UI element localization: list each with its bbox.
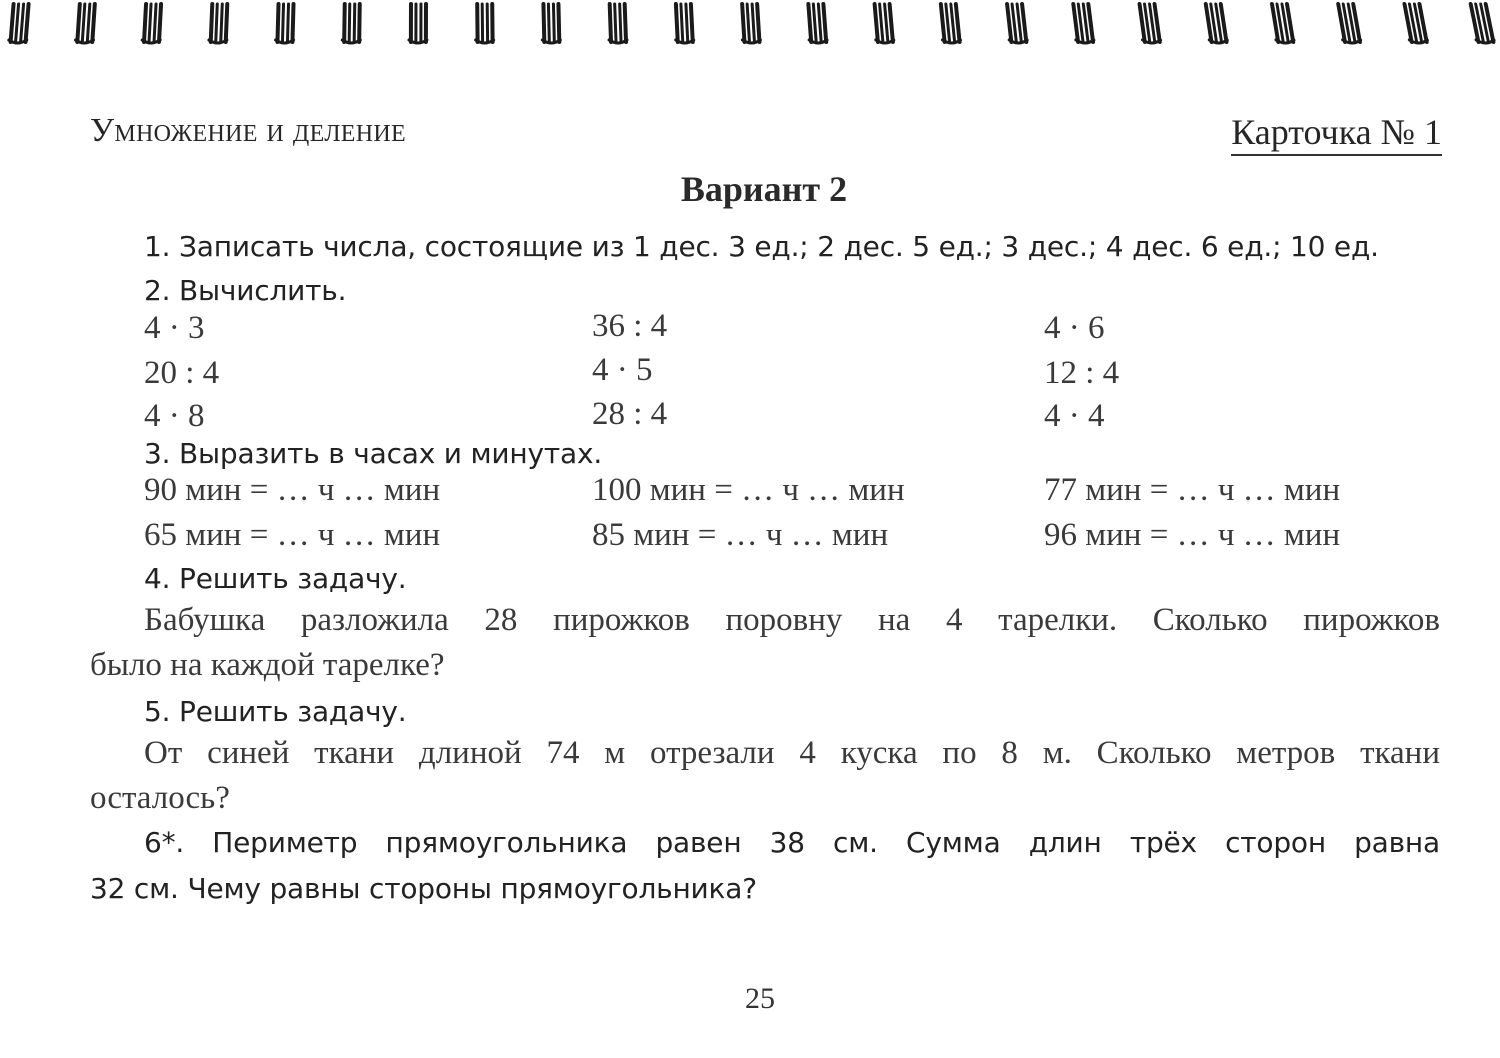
binding-coil bbox=[542, 4, 560, 43]
task-2-heading: 2. Вычислить. bbox=[144, 274, 347, 307]
variant-heading: Вариант 2 bbox=[680, 169, 848, 209]
spiral-binding-graphic bbox=[0, 0, 1500, 48]
task-5-text-line-1: От синей ткани длиной 74 м отрезали 4 куска по 8 м. Сколько метров ткани bbox=[144, 735, 1440, 771]
binding-coil bbox=[342, 4, 362, 43]
binding-coil bbox=[142, 4, 163, 43]
exercise-3-1-1: 90 мин = … ч … мин bbox=[144, 472, 441, 508]
exercise-3-2-3: 96 мин = … ч … мин bbox=[1044, 517, 1341, 553]
task-4-text-line-1: Бабушка разложила 28 пирожков поровну на 4 тарелки. Сколько пирожков bbox=[144, 602, 1440, 638]
spiral-binding bbox=[0, 0, 1500, 48]
page-number: 25 bbox=[745, 982, 775, 1015]
binding-coil bbox=[275, 4, 295, 43]
task-1: 1. Записать числа, состоящие из 1 дес. 3 ед.; 2 дес. 5 ед.; 3 дес.; 4 дес. 6 ед.; 10 ед. bbox=[144, 230, 1379, 263]
task-6-line-2: 32 см. Чему равны стороны прямоугольника? bbox=[90, 872, 757, 905]
exercise-2-3-3: 4 · 4 bbox=[1044, 398, 1105, 434]
exercise-2-1-1: 4 · 3 bbox=[144, 310, 205, 346]
binding-coil bbox=[8, 4, 30, 43]
binding-coil bbox=[1470, 4, 1495, 43]
binding-coil bbox=[940, 4, 961, 43]
binding-coil bbox=[1403, 4, 1427, 43]
task-6-line-1: 6*. Периметр прямоугольника равен 38 см. Сумма длин трёх сторон равна bbox=[144, 826, 1440, 859]
exercise-2-2-1: 20 : 4 bbox=[144, 355, 220, 391]
binding-coil bbox=[675, 4, 694, 43]
binding-coil bbox=[409, 4, 428, 43]
exercise-2-3-2: 28 : 4 bbox=[592, 396, 668, 432]
binding-coil bbox=[1139, 4, 1161, 43]
binding-coil bbox=[609, 4, 627, 43]
exercise-3-2-2: 85 мин = … ч … мин bbox=[592, 517, 889, 553]
exercise-3-2-1: 65 мин = … ч … мин bbox=[144, 517, 441, 553]
binding-coil bbox=[807, 4, 827, 43]
exercise-2-2-2: 4 · 5 bbox=[592, 352, 653, 388]
exercise-3-1-2: 100 мин = … ч … мин bbox=[592, 472, 905, 508]
task-4-heading: 4. Решить задачу. bbox=[144, 562, 407, 595]
exercise-2-3-1: 4 · 8 bbox=[144, 398, 205, 434]
binding-coil bbox=[209, 4, 230, 43]
exercise-2-1-3: 4 · 6 bbox=[1044, 310, 1105, 346]
exercise-3-1-3: 77 мин = … ч … мин bbox=[1044, 472, 1341, 508]
section-title: Умножение и деление bbox=[90, 112, 406, 149]
task-4-text-line-2: было на каждой тарелке? bbox=[90, 647, 445, 683]
binding-coil bbox=[741, 4, 760, 43]
task-5-heading: 5. Решить задачу. bbox=[144, 695, 407, 728]
binding-coil bbox=[1337, 4, 1361, 43]
exercise-2-1-2: 36 : 4 bbox=[592, 308, 668, 344]
binding-coil bbox=[874, 4, 894, 43]
binding-coil bbox=[476, 4, 495, 43]
card-label: Карточка № 1 bbox=[1231, 112, 1442, 156]
task-5-text-line-2: осталось? bbox=[90, 780, 230, 816]
binding-coil bbox=[1271, 4, 1294, 43]
binding-coil bbox=[1006, 4, 1027, 43]
task-3-heading: 3. Выразить в часах и минутах. bbox=[144, 437, 603, 470]
binding-coil bbox=[1072, 4, 1094, 43]
exercise-2-2-3: 12 : 4 bbox=[1044, 355, 1120, 391]
binding-coil bbox=[75, 4, 97, 43]
binding-coil bbox=[1205, 4, 1228, 43]
